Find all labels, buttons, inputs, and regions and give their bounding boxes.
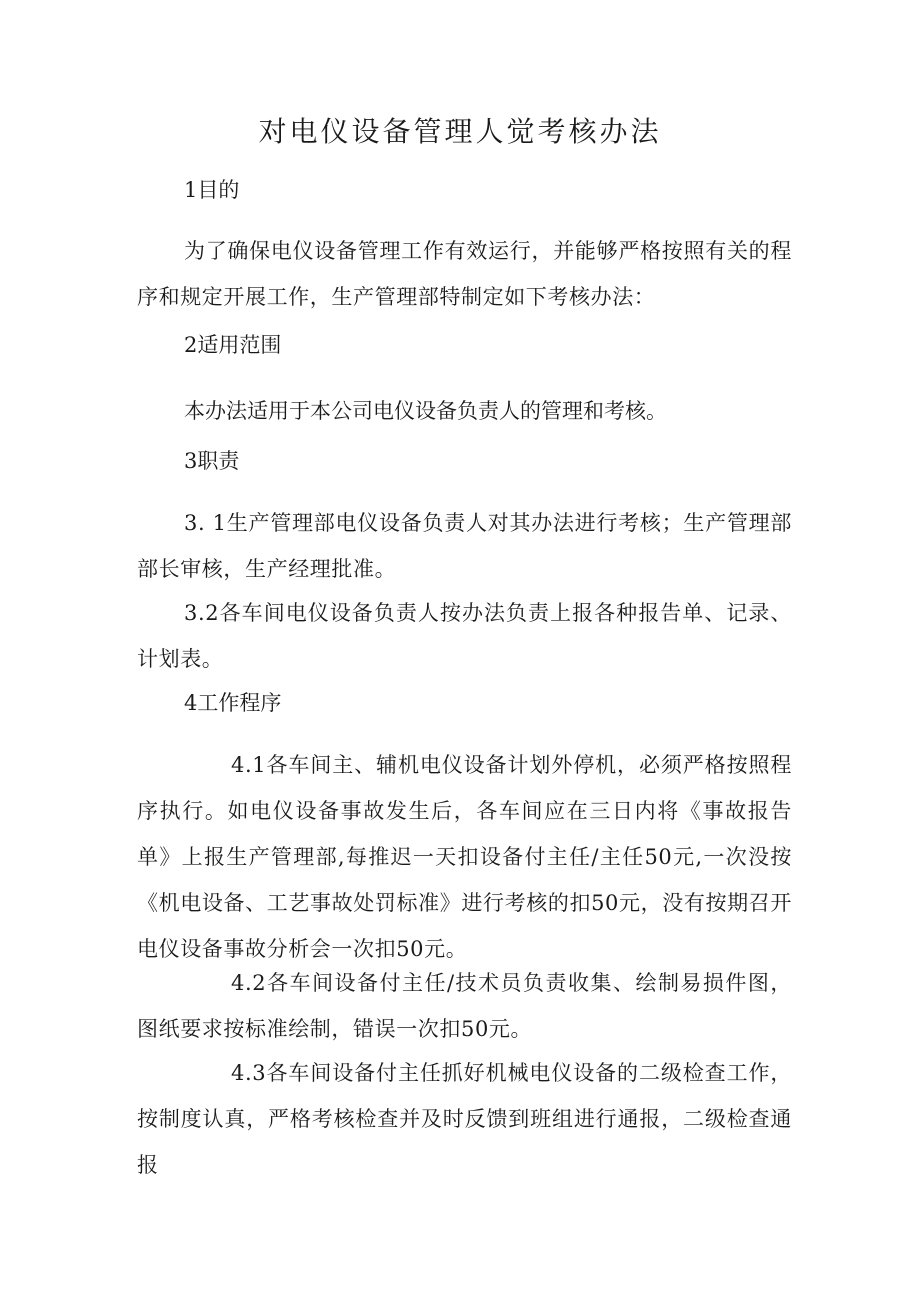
section-4-2-paragraph bbox=[137, 960, 792, 1052]
section-1-paragraph: 为了确保电仪设备管理工作有效运行，并能够严格按照有关的程序和规定开展工作，生产管理部特制定如下考核办法： bbox=[137, 239, 792, 309]
section-2-paragraph: 本办法适用于本公司电仪设备负责人的管理和考核。 bbox=[184, 399, 667, 423]
section-4-3-paragraph bbox=[137, 1050, 792, 1188]
section-2-heading: 2适用范围 bbox=[184, 333, 282, 357]
section-3-1-paragraph: 3. 1生产管理部电仪设备负责人对其办法进行考核；生产管理部部长审核，生产经理批准。 bbox=[137, 511, 792, 581]
document-title: 对电仪设备管理人觉考核办法 bbox=[258, 115, 662, 148]
section-4-2-number: 4.2 bbox=[231, 971, 267, 995]
section-4-3-text: 各车间设备付主任抓好机械电仪设备的二级检查工作，按制度认真，严格考核检查并及时反馈到班组进行通报，二级检查通报 bbox=[137, 1061, 792, 1177]
section-4-1-paragraph bbox=[137, 742, 792, 972]
section-4-1-text: 各车间主、辅机电仪设备计划外停机，必须严格按照程序执行。如电仪设备事故发生后，各车间应在三日内将《事故报告单》上报生产管理部,每推迟一天扣设备付主任/主任50元,一次没按《机电设备、工艺事故处罚标准》进行考核的扣50元，没有按期召开电仪设备事故分析会一次扣50元。 bbox=[137, 753, 792, 961]
section-1-heading: 1目的 bbox=[184, 178, 240, 202]
section-3-2-paragraph: 3.2各车间电仪设备负责人按办法负责上报各种报告单、记录、计划表。 bbox=[137, 601, 792, 671]
section-4-1-number: 4.1 bbox=[231, 753, 267, 777]
section-3-heading: 3职责 bbox=[184, 449, 240, 473]
section-4-heading: 4工作程序 bbox=[184, 691, 282, 715]
section-4-2-text: 各车间设备付主任/技术员负责收集、绘制易损件图，图纸要求按标准绘制，错误一次扣50元。 bbox=[137, 971, 792, 1041]
section-4-3-number: 4.3 bbox=[231, 1061, 267, 1085]
